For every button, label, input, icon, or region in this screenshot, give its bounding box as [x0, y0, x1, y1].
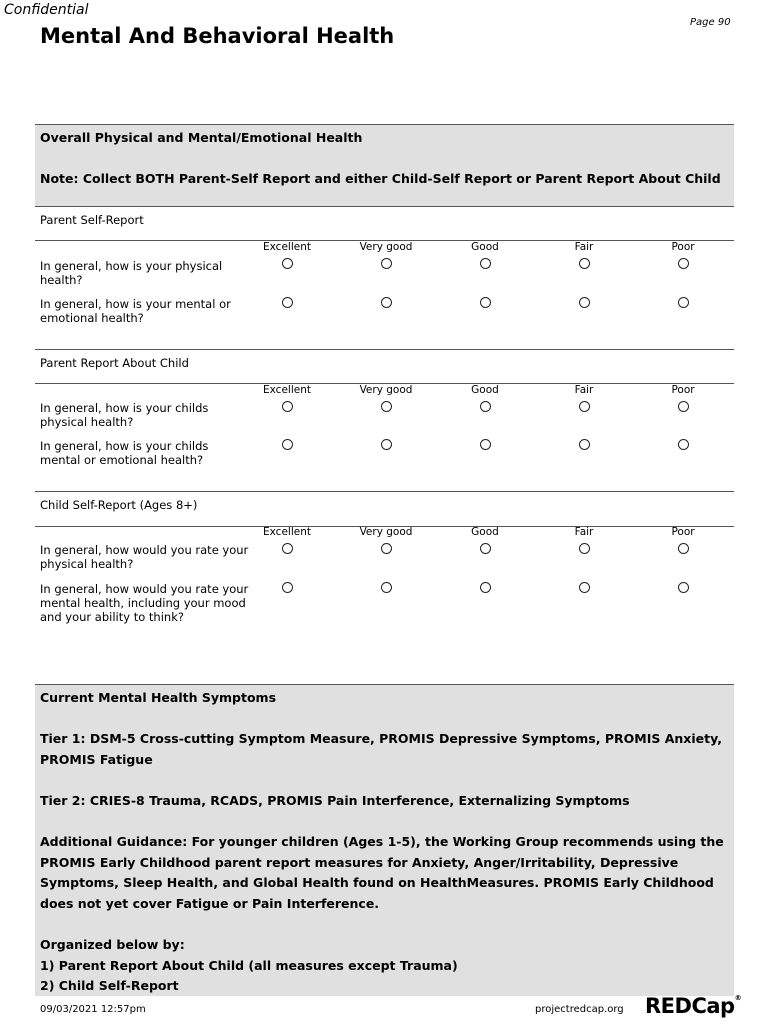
radio-very-good[interactable] [381, 582, 392, 593]
question-label: In general, how is your childs mental or emotional health? [40, 439, 209, 467]
question-label: In general, how is your physical health? [40, 259, 223, 287]
footer-timestamp: 09/03/2021 12:57pm [40, 1004, 146, 1015]
question-label: In general, how is your mental or emotional health? [40, 297, 231, 325]
radio-poor[interactable] [678, 401, 689, 412]
radio-excellent[interactable] [282, 297, 293, 308]
scale-fair: Fair [574, 241, 594, 253]
redcap-logo [645, 994, 741, 1018]
guidance-text: Additional Guidance: For younger children (Ages 1-5), the Working Group recommends using the PROMIS Early Childhood parent report measures for Anxiety, Anger/Irritability, Depressive Symptoms, Sleep Health, and Global Health found on HealthMeasures. PROMIS Early Childhood does not yet cover Fatigue or Pain Interference. [40, 834, 724, 911]
scale-excellent: Excellent [263, 384, 311, 396]
tier1-text: Tier 1: DSM-5 Cross-cutting Symptom Measure, PROMIS Depressive Symptoms, PROMIS Anxiety, PROMIS Fatigue [40, 731, 722, 767]
scale-poor: Poor [671, 384, 695, 396]
radio-good[interactable] [480, 297, 491, 308]
scale-fair: Fair [574, 384, 594, 396]
scale-excellent: Excellent [263, 241, 311, 253]
page-number: Page 90 [690, 17, 731, 28]
section-title: Overall Physical and Mental/Emotional Health [40, 130, 363, 145]
radio-poor[interactable] [678, 258, 689, 269]
radio-excellent[interactable] [282, 543, 293, 554]
radio-excellent[interactable] [282, 258, 293, 269]
divider [35, 206, 734, 207]
radio-very-good[interactable] [381, 543, 392, 554]
scale-very-good: Very good [359, 241, 413, 253]
radio-good[interactable] [480, 582, 491, 593]
scale-excellent: Excellent [263, 526, 311, 538]
radio-very-good[interactable] [381, 297, 392, 308]
footer-url[interactable]: projectredcap.org [535, 1004, 624, 1015]
radio-poor[interactable] [678, 582, 689, 593]
question-label: In general, how would you rate your mental health, including your mood and your ability to think? [40, 582, 249, 624]
confidential-label: Confidential [4, 2, 89, 18]
section-title: Current Mental Health Symptoms [40, 690, 277, 705]
radio-good[interactable] [480, 439, 491, 450]
radio-excellent[interactable] [282, 401, 293, 412]
radio-poor[interactable] [678, 543, 689, 554]
radio-good[interactable] [480, 258, 491, 269]
question-label: In general, how is your childs physical health? [40, 401, 209, 429]
scale-good: Good [471, 384, 499, 396]
organized-label: Organized below by: [40, 937, 185, 953]
radio-fair[interactable] [579, 258, 590, 269]
scale-fair: Fair [574, 526, 594, 538]
group-label-parent-about-child: Parent Report About Child [40, 356, 189, 370]
organized-item-2: 2) Child Self-Report [40, 978, 179, 994]
radio-fair[interactable] [579, 543, 590, 554]
radio-poor[interactable] [678, 439, 689, 450]
section-note: Note: Collect BOTH Parent-Self Report and either Child-Self Report or Parent Report About Child [40, 171, 721, 187]
scale-poor: Poor [671, 241, 695, 253]
tier2-text: Tier 2: CRIES-8 Trauma, RCADS, PROMIS Pain Interference, Externalizing Symptoms [40, 792, 630, 808]
radio-very-good[interactable] [381, 258, 392, 269]
radio-fair[interactable] [579, 439, 590, 450]
organized-item-1: 1) Parent Report About Child (all measures except Trauma) [40, 957, 458, 973]
radio-good[interactable] [480, 543, 491, 554]
scale-good: Good [471, 241, 499, 253]
scale-good: Good [471, 526, 499, 538]
radio-excellent[interactable] [282, 439, 293, 450]
registered-mark: ® [734, 994, 742, 1002]
section-header-overall-health [35, 124, 734, 207]
scale-very-good: Very good [359, 526, 413, 538]
group-label-child-self: Child Self-Report (Ages 8+) [40, 498, 198, 512]
group-label-parent-self: Parent Self-Report [40, 213, 144, 227]
radio-very-good[interactable] [381, 401, 392, 412]
radio-poor[interactable] [678, 297, 689, 308]
scale-very-good: Very good [359, 384, 413, 396]
divider [35, 491, 734, 492]
divider [35, 349, 734, 350]
question-label: In general, how would you rate your physical health? [40, 543, 249, 571]
radio-good[interactable] [480, 401, 491, 412]
logo-text: REDCap [645, 994, 735, 1018]
radio-fair[interactable] [579, 297, 590, 308]
section-header-current-symptoms [35, 684, 734, 996]
scale-poor: Poor [671, 526, 695, 538]
radio-fair[interactable] [579, 401, 590, 412]
page-title: Mental And Behavioral Health [40, 24, 395, 48]
radio-very-good[interactable] [381, 439, 392, 450]
radio-excellent[interactable] [282, 582, 293, 593]
radio-fair[interactable] [579, 582, 590, 593]
